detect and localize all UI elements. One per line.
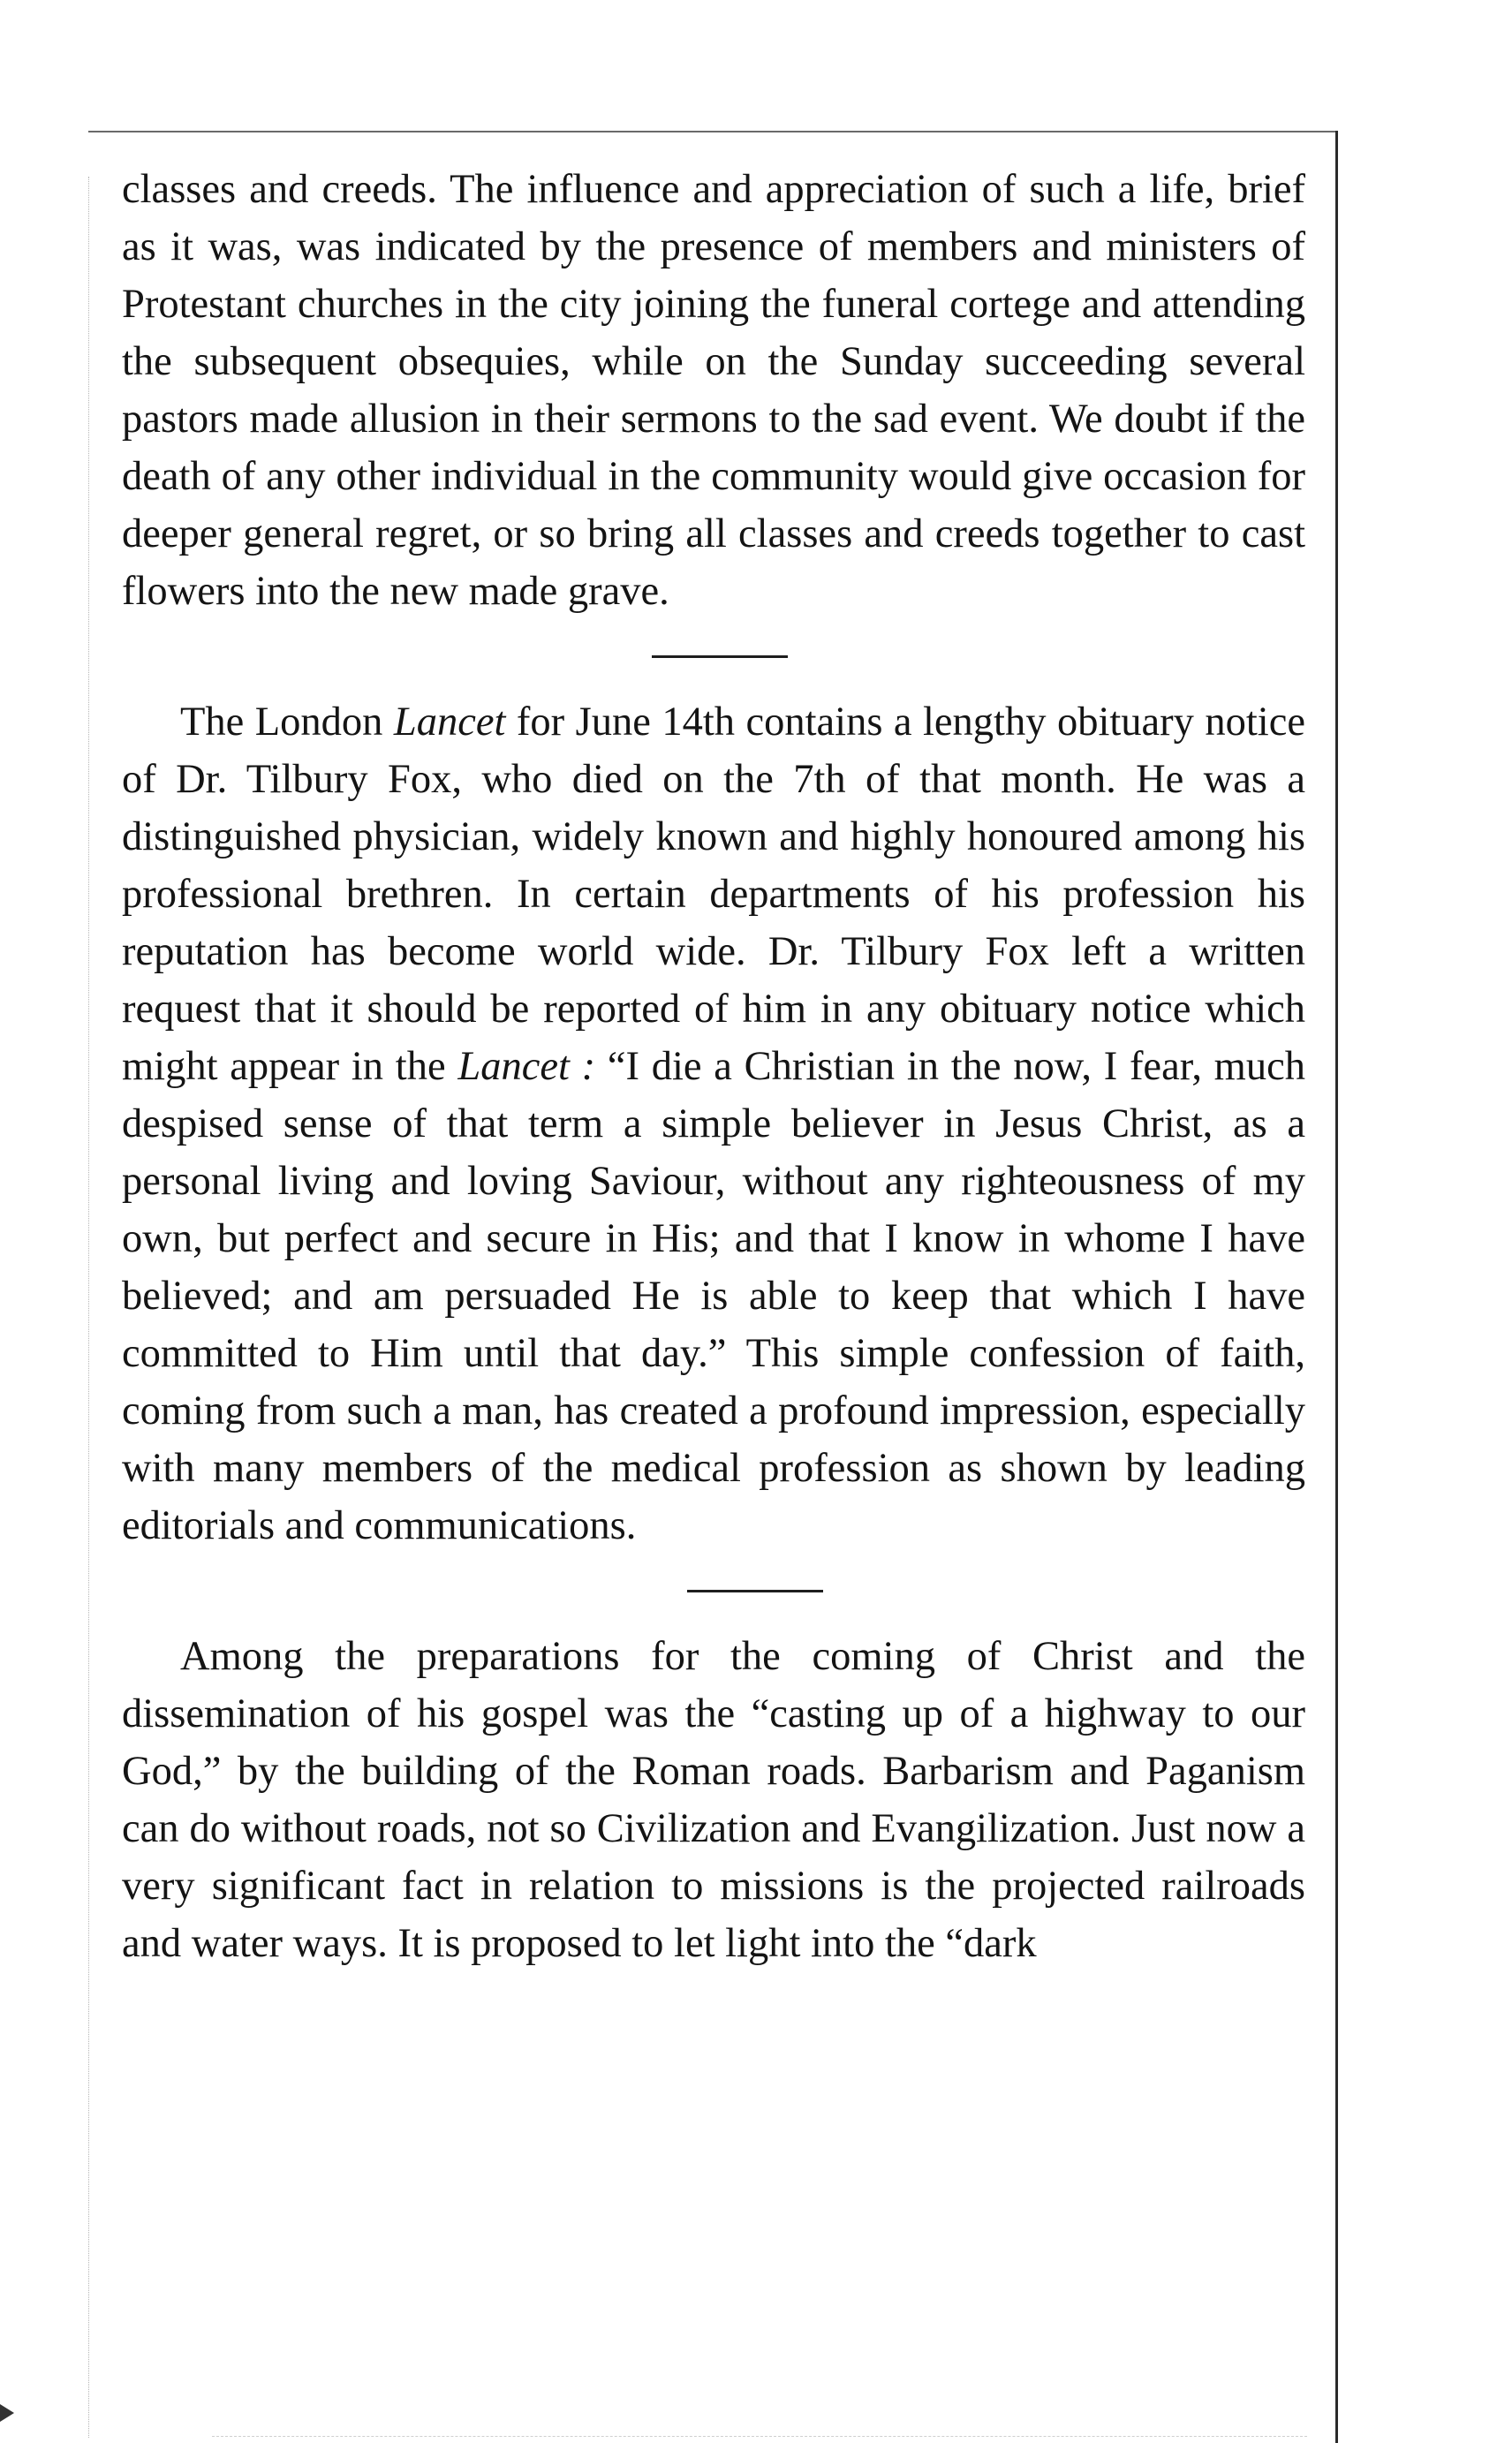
text-column <box>122 161 1305 1972</box>
top-rule <box>88 131 1335 132</box>
section-separator <box>652 655 788 658</box>
bottom-faint-rule <box>212 2436 1307 2437</box>
lancet-title: Lancet <box>393 700 506 745</box>
lancet-title: Lancet : <box>457 1044 596 1089</box>
left-faint-rule <box>88 177 89 2438</box>
section-separator <box>687 1590 823 1592</box>
paragraph-tilbury-fox <box>122 693 1305 1554</box>
paragraph-roman-roads: Among the preparations for the coming of Christ and the dissemination of his gospel was the “casting up of a highway to our God,” by the building of the Roman roads. Barbarism and Paganism can do without roads, not so Civilization and Evangilization. Just now a very significant fact in relation to missions is the projected railroads and water ways. It is proposed to let light into the “dark <box>122 1634 1305 1966</box>
page-corner-mark <box>0 2404 14 2422</box>
paragraph-2-text-c: “I die a Christian in the now, I fear, much despised sense of that term a simple believer in Jesus Christ, as a personal living and loving Saviour, without any righteousness of my own, but perfect and secure in His; and that I know in whome I have believed; and am persuaded He is able to keep that which I have committed to Him until that day.” This simple confession of faith, coming from such a man, has created a profound impression, especially with many members of the medical profession as shown by leading editorials and communications. <box>122 1044 1305 1548</box>
right-column-rule <box>1335 131 1338 2443</box>
paragraph-2-text-b: for June 14th contains a lengthy obituary notice of Dr. Tilbury Fox, who died on the 7th of that month. He was a distinguished physician, widely known and highly honoured among his professional brethren. In certain departments of his profession his reputation has become world wide. Dr. Tilbury Fox left a written request that it should be reported of him in any obituary notice which might appear in the <box>122 700 1305 1089</box>
paragraph-2-text-a: The London <box>180 700 394 745</box>
paragraph-funeral: classes and creeds. The influence and appreciation of such a life, brief as it was, was indicated by the presence of members and ministers of Protestant churches in the city joining the funeral cortege and attending the subsequent obsequies, while on the Sunday succeeding several pastors made allusion in their sermons to the sad event. We doubt if the death of any other individual in the community would give occasion for deeper general regret, or so bring all classes and creeds together to cast flowers into the new made grave. <box>122 167 1305 614</box>
